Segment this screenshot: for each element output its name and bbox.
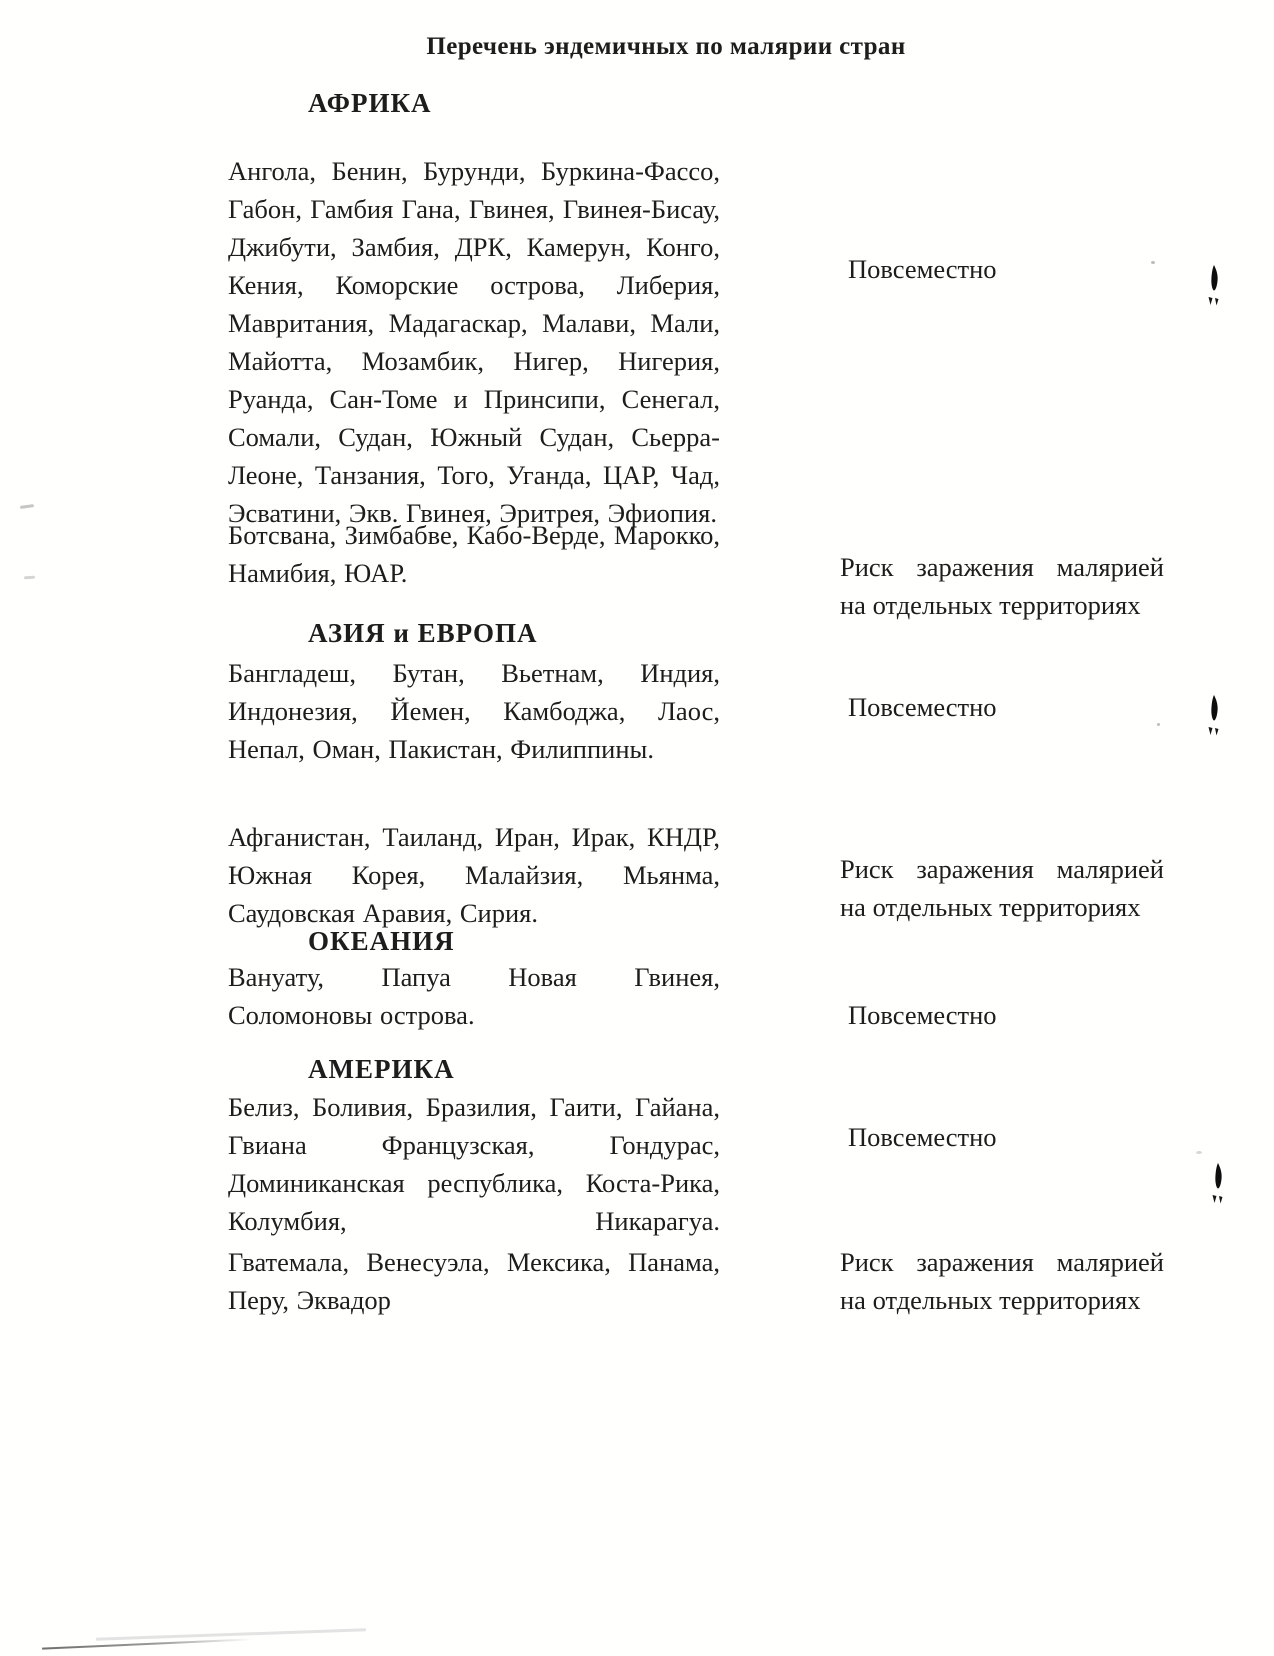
status-label-america-partial: Риск заражения малярией на отдельных территориях <box>840 1247 1164 1315</box>
status-label-africa-partial: Риск заражения малярией на отдельных территориях <box>840 552 1164 620</box>
scan-dash <box>24 576 35 580</box>
ink-blot-icon <box>1206 264 1222 310</box>
status-label-asia-partial: Риск заражения малярией на отдельных территориях <box>840 854 1164 922</box>
scan-speck <box>1157 723 1160 726</box>
ink-blot-icon <box>1206 694 1222 740</box>
scan-speck <box>1151 261 1155 264</box>
section-heading-africa: АФРИКА <box>308 88 432 118</box>
status-label-oceania-everywhere: Повсеместно <box>848 1000 997 1030</box>
status-label-africa-everywhere: Повсеместно <box>848 254 997 284</box>
section-heading-asia-europe: АЗИЯ и ЕВРОПА <box>308 618 538 648</box>
country-list-oceania-everywhere: Вануату, Папуа Новая Гвинея, Соломоновы острова. <box>228 962 720 1030</box>
country-list-africa-partial: Ботсвана, Зимбабве, Кабо-Верде, Марокко, Намибия, ЮАР. <box>228 520 720 588</box>
scan-speck <box>1196 1151 1202 1154</box>
ink-blot-icon <box>1210 1162 1226 1208</box>
country-list-america-everywhere: Белиз, Боливия, Бразилия, Гаити, Гайана, Гвиана Французская, Гондурас, Доминиканская республика, Коста-Рика, Колумбия, Никарагуа. <box>228 1092 720 1236</box>
status-label-america-everywhere: Повсеместно <box>848 1122 997 1152</box>
scan-dash <box>20 504 34 509</box>
scan-edge-line <box>42 1638 252 1649</box>
country-list-asia-everywhere: Бангладеш, Бутан, Вьетнам, Индия, Индонезия, Йемен, Камбоджа, Лаос, Непал, Оман, Пакистан, Филиппины. <box>228 658 720 764</box>
country-list-america-partial: Гватемала, Венесуэла, Мексика, Панама, Перу, Эквадор <box>228 1247 720 1315</box>
country-list-africa-everywhere: Ангола, Бенин, Бурунди, Буркина-Фассо, Габон, Гамбия Гана, Гвинея, Гвинея-Бисау, Джибути, Замбия, ДРК, Камерун, Конго, Кения, Коморские острова, Либерия, Мавритания, Мадагаскар, Малави, Мали, Майотта, Мозамбик, Нигер, Нигерия, Руанда, Сан-Томе и Принсипи, Сенегал, Сомали, Судан, Южный Судан, Сьерра-Леоне, Танзания, Того, Уганда, ЦАР, Чад, Эсватини, Экв. Гвинея, Эритрея, Эфиопия. <box>228 156 720 528</box>
country-list-asia-partial: Афганистан, Таиланд, Иран, Ирак, КНДР, Южная Корея, Малайзия, Мьянма, Саудовская Аравия, Сирия. <box>228 822 720 928</box>
section-heading-oceania: ОКЕАНИЯ <box>308 926 455 956</box>
status-label-asia-everywhere: Повсеместно <box>848 692 997 722</box>
document-title: Перечень эндемичных по малярии стран <box>426 33 906 60</box>
section-heading-america: АМЕРИКА <box>308 1054 455 1084</box>
